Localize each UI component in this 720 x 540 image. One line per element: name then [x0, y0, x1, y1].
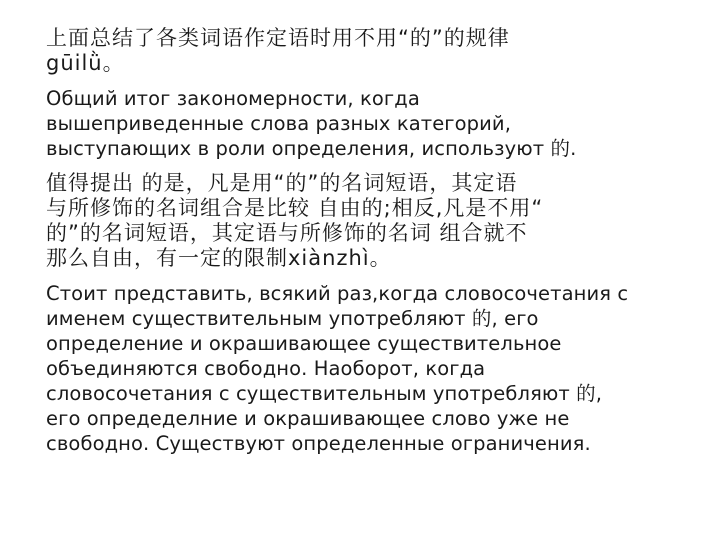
paragraph-russian-rule: Стоит представить, всякий раз,когда словосочетания с именем существительным употребляют 的, его определение и окрашивающее существительное объединяются свободно. Наоборот, когда словосочетания с существительным употребляют 的, его опредеделние и окрашивающее слово уже не свободно. Существуют определенные ограничения.: [46, 282, 629, 455]
paragraph-russian-summary: Общий итог закономерности, когда вышеприведенные слова разных категорий, выступающих в роли определения, используют 的.: [46, 87, 577, 160]
paragraph-chinese-rule: 值得提出 的是，凡是用“的”的名词短语，其定语 与所修饰的名词组合是比较 自由的;相反,凡是不用“ 的”的名词短语，其定语与所修饰的名词 组合就不 那么自由，有一定的限制xiànzhì。: [46, 171, 544, 270]
paragraph-chinese-summary: 上面总结了各类词语作定语时用不用“的”的规律 gūilǜ。: [46, 26, 510, 75]
